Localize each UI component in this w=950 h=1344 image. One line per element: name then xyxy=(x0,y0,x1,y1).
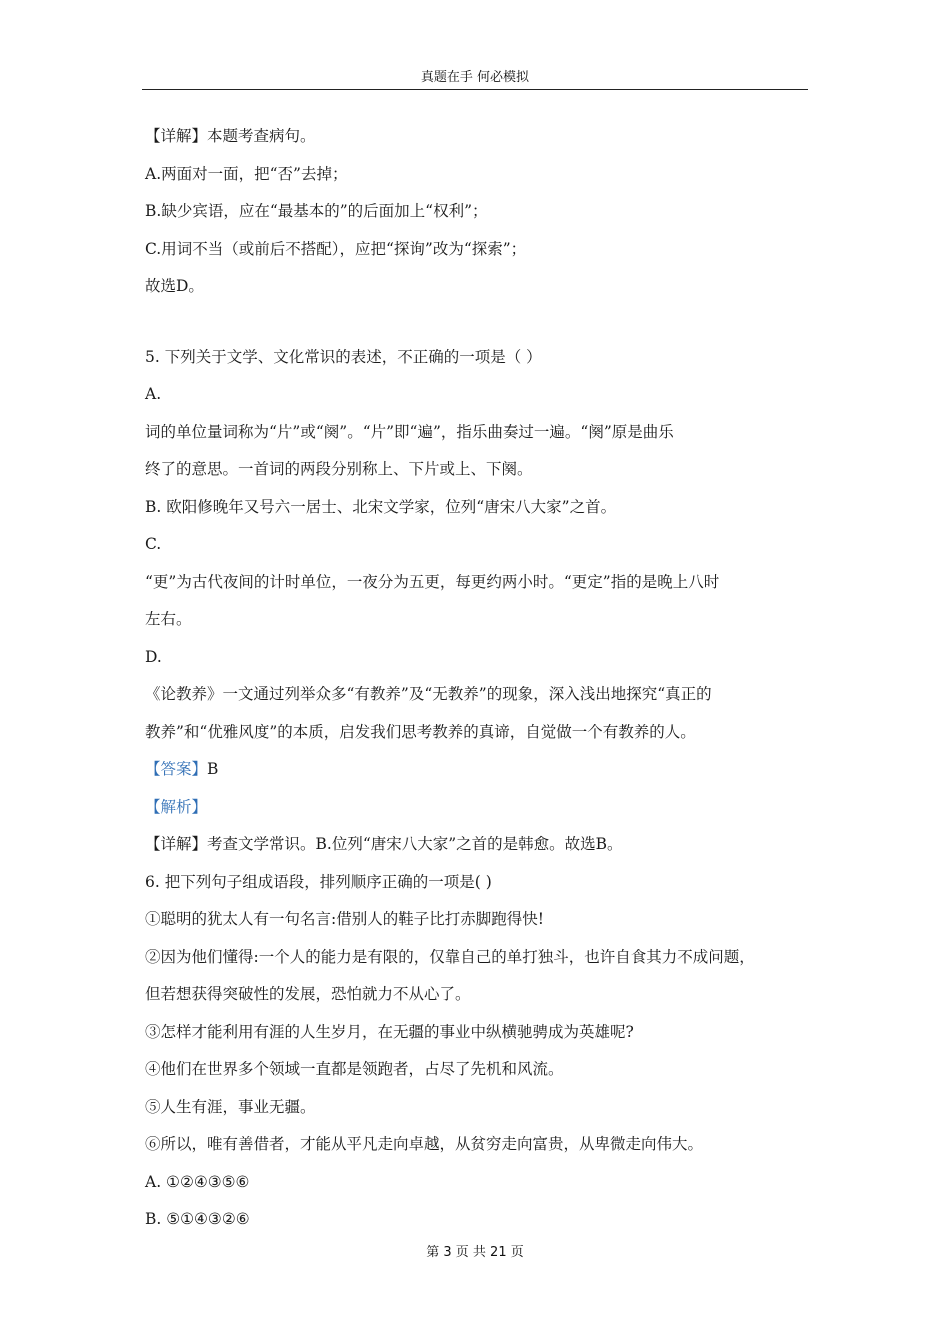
q6-sentence-3: ③怎样才能利用有涯的人生岁月，在无疆的事业中纵横驰骋成为英雄呢? xyxy=(145,1022,634,1041)
q6-sentence-6: ⑥所以，唯有善借者，才能从平凡走向卓越，从贫穷走向富贵，从卑微走向伟大。 xyxy=(145,1135,704,1153)
q5-option-c-text: “更”为古代夜间的计时单位，一夜分为五更，每更约两小时。“更定”指的是晚上八时 xyxy=(145,572,720,591)
answer-value: B xyxy=(207,760,219,778)
q5-option-a-text: 词的单位量词称为“片”或“阕”。“片”即“遍”，指乐曲奏过一遍。“阕”原是曲乐 xyxy=(145,422,674,441)
q6-option-a: A. ①②④③⑤⑥ xyxy=(145,1172,250,1191)
page-content xyxy=(145,118,810,1239)
q5-stem: 5. 下列关于文学、文化常识的表述，不正确的一项是（ ） xyxy=(145,347,542,366)
q5-option-d-text-cont: 教养”和“优雅风度”的本质，启发我们思考教养的真谛，自觉做一个有教养的人。 xyxy=(145,722,696,741)
answer-tag: 【答案】 xyxy=(145,760,208,778)
page-footer: 第 3 页 共 21 页 xyxy=(426,1245,524,1260)
q6-option-b: B. ⑤①④③②⑥ xyxy=(145,1210,250,1228)
q5-answer xyxy=(145,751,810,789)
q6-sentence-5: ⑤人生有涯，事业无疆。 xyxy=(145,1097,316,1116)
q5-option-a-label: A. xyxy=(145,385,162,403)
q5-option-d-text: 《论教养》一文通过列举众多“有教养”及“无教养”的现象，深入浅出地探究“真正的 xyxy=(145,685,712,703)
q5-option-d-label: D. xyxy=(145,647,162,666)
q6-stem: 6. 把下列句子组成语段，排列顺序正确的一项是( ) xyxy=(145,872,492,891)
q4-detail: 【详解】本题考查病句。 xyxy=(145,127,316,145)
q6-sentence-2-cont: 但若想获得突破性的发展，恐怕就力不从心了。 xyxy=(145,985,471,1003)
q4-explain-a: A.两面对一面，把“否”去掉； xyxy=(145,164,348,183)
q4-explain-b: B.缺少宾语，应在“最基本的”的后面加上“权利”； xyxy=(145,202,488,220)
q4-explain-c: C.用词不当（或前后不搭配），应把“探询”改为“探索”； xyxy=(145,239,527,258)
q5-detail: 【详解】考查文学常识。B.位列“唐宋八大家”之首的是韩愈。故选B。 xyxy=(145,835,623,853)
q5-option-c-text-cont: 左右。 xyxy=(145,610,192,628)
q5-option-a-text-cont: 终了的意思。一首词的两段分别称上、下片或上、下阕。 xyxy=(145,460,533,478)
page-header: 真题在手 何必模拟 xyxy=(420,70,530,85)
analysis-tag: 【解析】 xyxy=(145,797,208,816)
q5-option-c-label: C. xyxy=(145,535,162,553)
q4-conclusion: 故选D。 xyxy=(145,277,204,295)
section-spacer xyxy=(145,306,810,339)
q6-sentence-1: ①聪明的犹太人有一句名言:借别人的鞋子比打赤脚跑得快! xyxy=(145,910,544,928)
q6-sentence-2: ②因为他们懂得:一个人的能力是有限的，仅靠自己的单打独斗，也许自食其力不成问题， xyxy=(145,947,755,966)
q5-option-b: B. 欧阳修晚年又号六一居士、北宋文学家，位列“唐宋八大家”之首。 xyxy=(145,497,617,516)
header-divider xyxy=(142,89,808,90)
q6-sentence-4: ④他们在世界多个领域一直都是领跑者，占尽了先机和风流。 xyxy=(145,1060,564,1078)
